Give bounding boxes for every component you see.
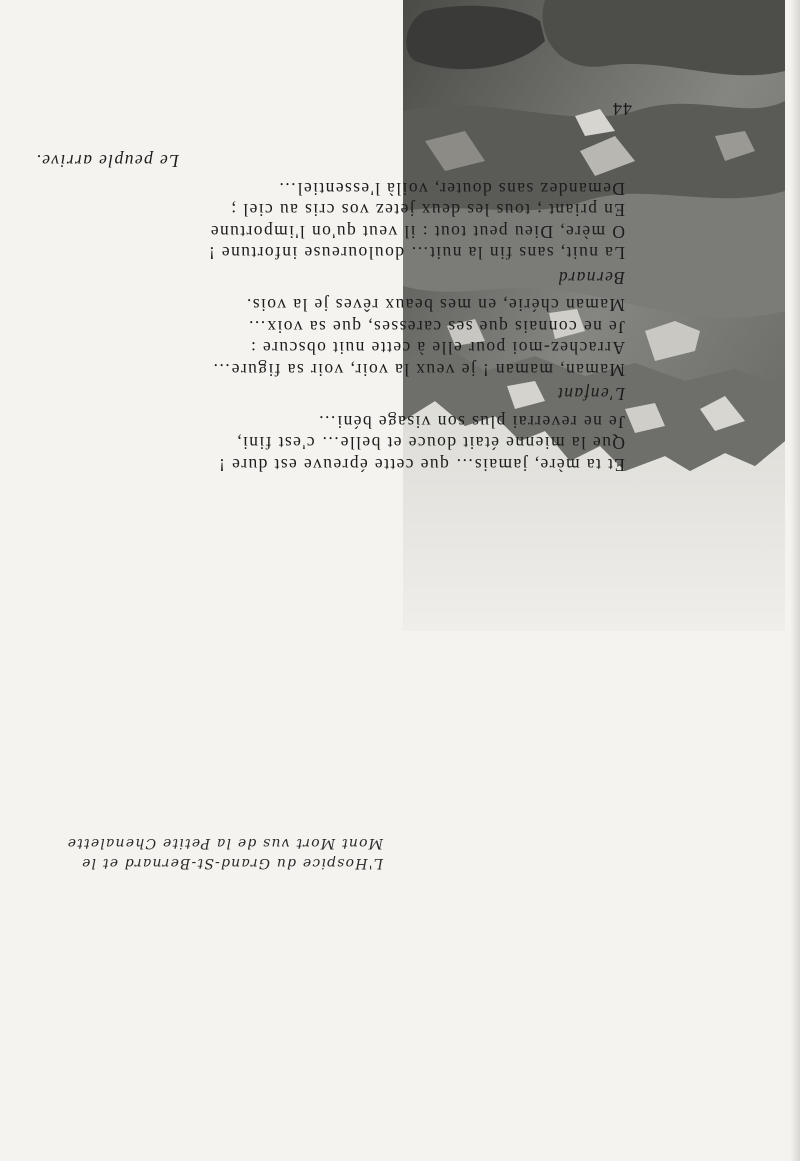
photo-caption	[66, 833, 383, 873]
verse-line: O mère, Dieu peut tout : il veut qu'on l'importune	[209, 222, 625, 242]
speaker-enfant: L'enfant	[556, 384, 625, 405]
verse-line: Je ne connais que ses caresses, que sa voix…	[247, 317, 625, 337]
page-number: 44	[612, 99, 632, 119]
caption-line-2: Mont Mort vus de la Petite Chenalette	[66, 835, 383, 851]
caption-line-1: L'Hospice du Grand-St-Bernard et le	[80, 855, 383, 871]
page-edge-shadow	[790, 0, 800, 1161]
verse-line: En priant ; tous les deux jetez vos cris au ciel ;	[229, 200, 625, 221]
verse-line: Maman, maman ! je veux la voir, voir sa figure…	[211, 360, 625, 380]
stanza-1	[25, 411, 625, 476]
verse-text	[25, 150, 625, 475]
stanza-2	[25, 294, 625, 380]
verse-line: Et ta mère, jamais… que cette épreuve est dure !	[217, 455, 625, 475]
stanza-3	[25, 178, 625, 264]
verse-line: Arrachez-moi pour elle à cette nuit obscure :	[249, 338, 625, 359]
verse-line: Je ne reverrai plus son visage béni…	[317, 412, 625, 432]
verse-line: Que la mienne était douce et belle… c'est fini,	[235, 433, 625, 454]
stage-direction: Le peuple arrive.	[35, 151, 179, 172]
verse-line: Demandez sans douter, voilà l'essentiel…	[277, 179, 625, 199]
verse-line: La nuit, sans fin la nuit… douloureuse infortune !	[207, 243, 625, 264]
speaker-bernard: Bernard	[557, 268, 625, 288]
verse-line: Maman chérie, en mes beaux rêves je la vois.	[245, 295, 625, 316]
